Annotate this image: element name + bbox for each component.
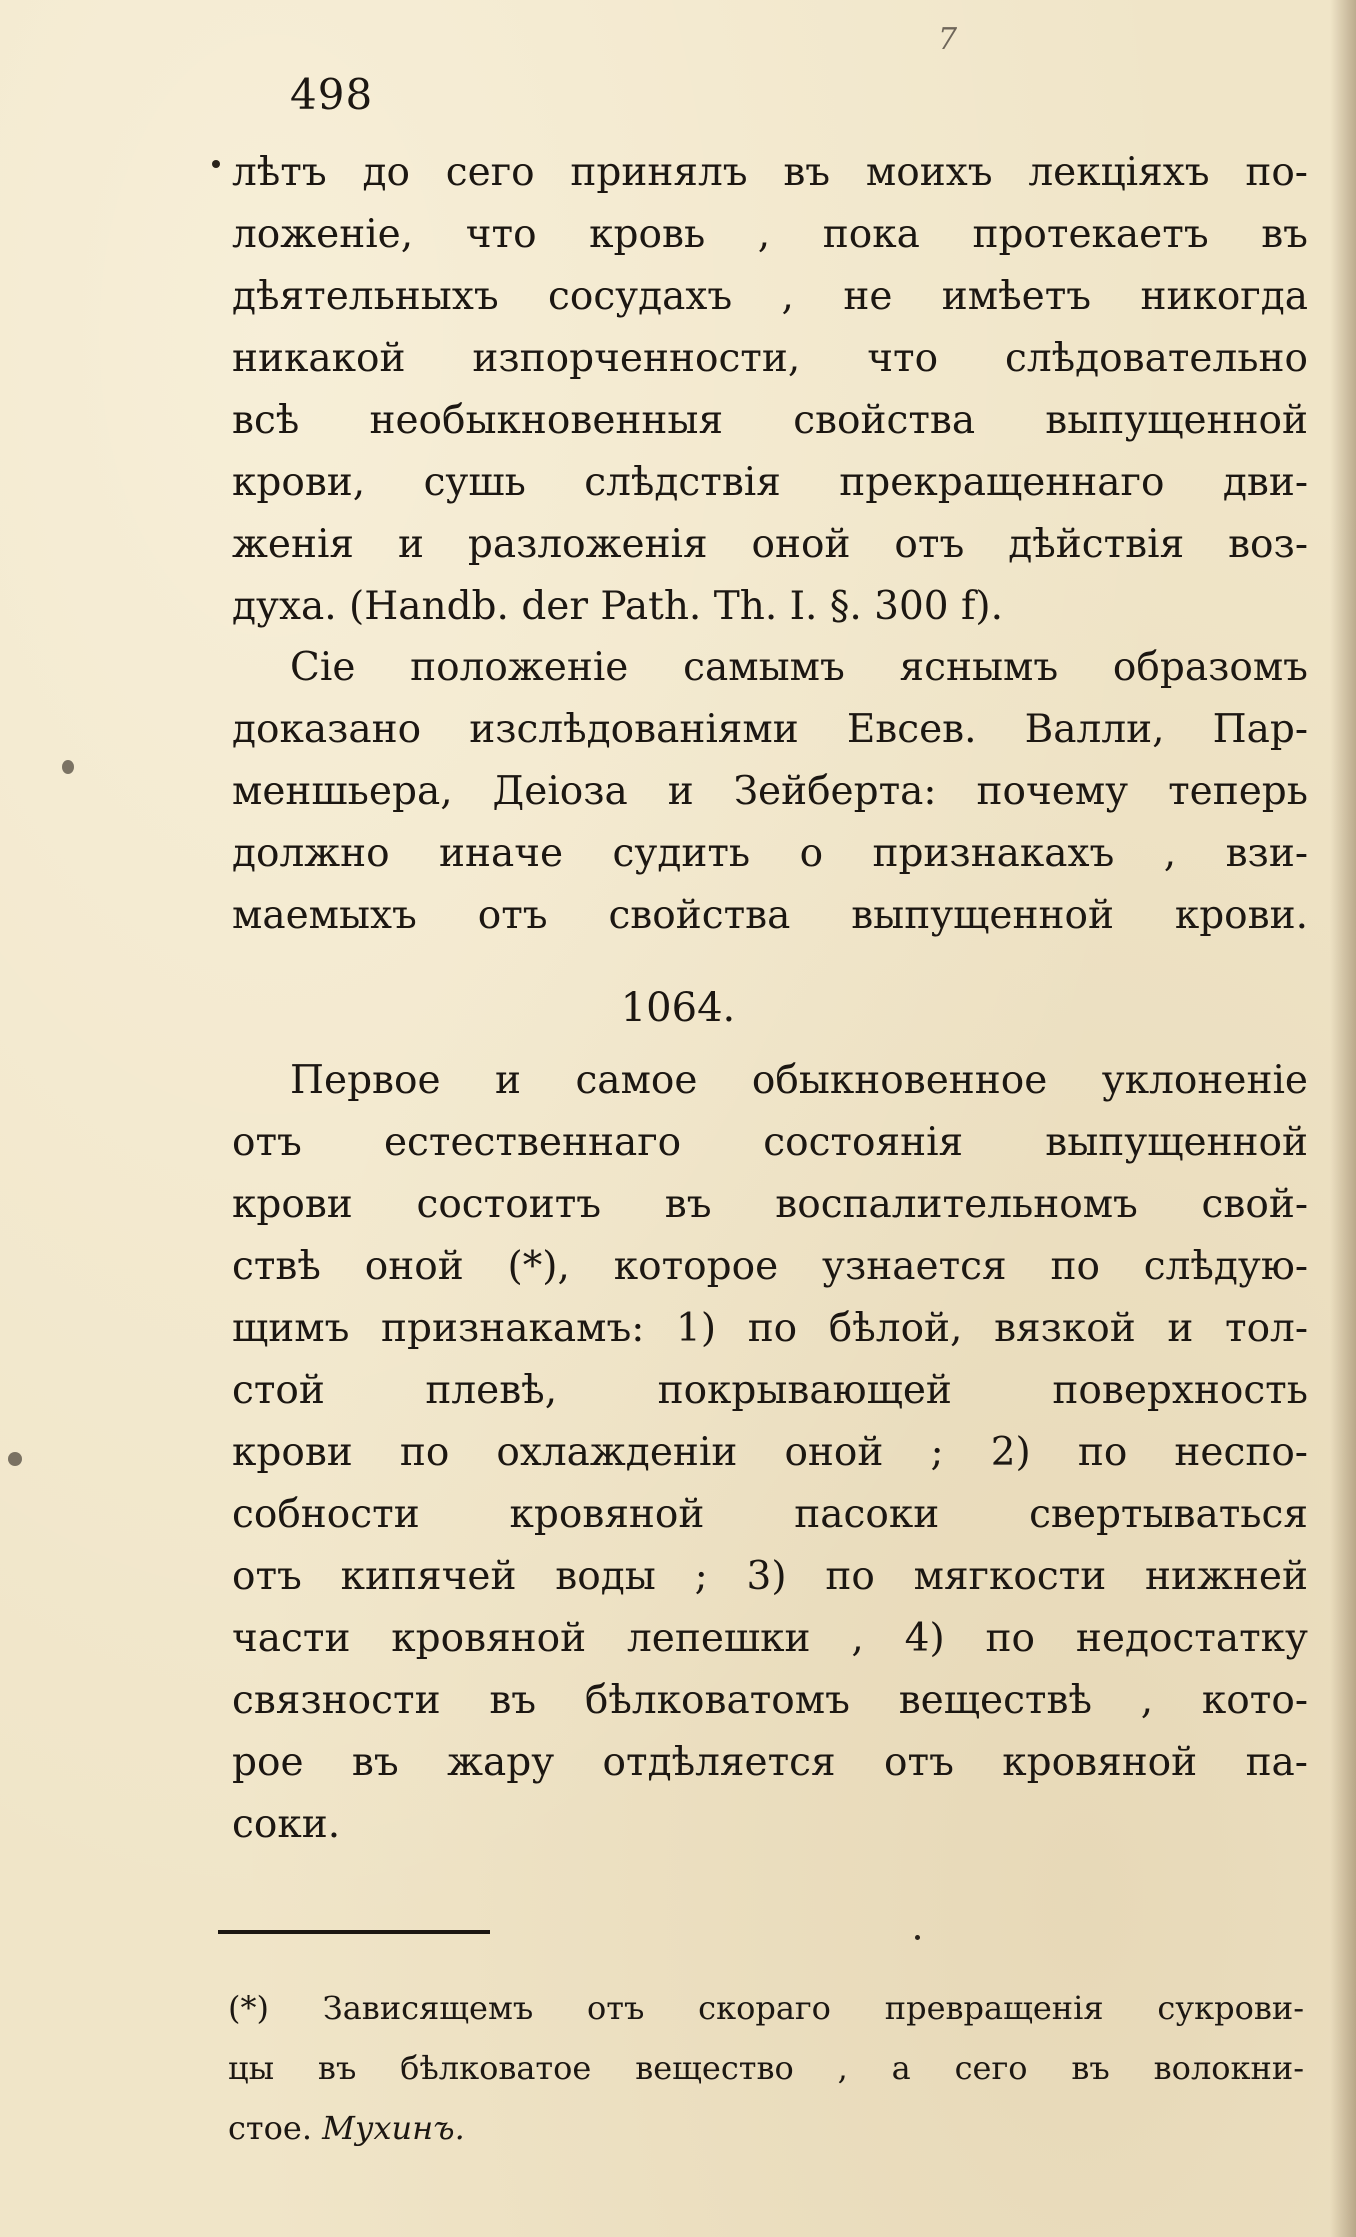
- paragraph-2: [232, 637, 1308, 947]
- text-line: должно иначе судить о признакахъ , взи-: [232, 831, 1308, 876]
- text-line: ложеніе, что кровь , пока протекаетъ въ: [232, 212, 1308, 257]
- footnote-rule: [218, 1930, 490, 1934]
- pencil-mark: 7: [938, 22, 958, 57]
- text-line: крови, сушь слѣдствія прекращеннаго дви-: [232, 460, 1308, 505]
- text-line: отъ естественнаго состоянія выпущенной: [232, 1120, 1308, 1165]
- text-line: никакой изпорченности, что слѣдовательно: [232, 336, 1308, 381]
- text-line: духа. (Handb. der Path. Th. I. §. 300 f).: [232, 584, 1004, 629]
- text-line: доказано изслѣдованіями Евсев. Валли, Пар-: [232, 707, 1308, 752]
- ink-speck: [212, 160, 220, 168]
- text-line: ствѣ оной (*), которое узнается по слѣдую-: [232, 1244, 1308, 1289]
- page-number: 498: [290, 70, 374, 119]
- ink-speck: [915, 1935, 920, 1940]
- footnote-line: цы въ бѣлковатое вещество , а сего въ волокни-: [228, 2049, 1304, 2087]
- text-line: меншьера, Деіоза и Зейберта: почему теперь: [232, 769, 1308, 814]
- text-line: лѣтъ до сего принялъ въ моихъ лекціяхъ по-: [232, 150, 1308, 195]
- text-line: стой плевѣ, покрывающей поверхность: [232, 1368, 1308, 1413]
- footnote: [228, 1978, 1304, 2158]
- text-line: соки.: [232, 1802, 341, 1847]
- text-line: части кровяной лепешки , 4) по недостатку: [232, 1616, 1308, 1661]
- text-line: собности кровяной пасоки свертываться: [232, 1492, 1308, 1537]
- text-line: женія и разложенія оной отъ дѣйствія воз-: [232, 522, 1308, 567]
- text-line: крови по охлажденіи оной ; 2) по неспо-: [232, 1430, 1308, 1475]
- section-number: 1064.: [620, 985, 736, 1031]
- ink-speck: [62, 760, 74, 774]
- text-line: дѣятельныхъ сосудахъ , не имѣетъ никогда: [232, 274, 1308, 319]
- page-gutter-shadow: [1330, 0, 1356, 2237]
- text-line: Сіе положеніе самымъ яснымъ образомъ: [290, 645, 1308, 690]
- ink-speck: [8, 1452, 22, 1466]
- footnote-line: (*) Зависящемъ отъ скораго превращенія сукрови-: [228, 1989, 1304, 2027]
- paragraph-1: [232, 142, 1308, 638]
- text-line: маемыхъ отъ свойства выпущенной крови.: [232, 893, 1308, 938]
- footnote-line: [228, 2098, 1304, 2158]
- text-line: щимъ признакамъ: 1) по бѣлой, вязкой и тол-: [232, 1306, 1308, 1351]
- text-line: всѣ необыкновенныя свойства выпущенной: [232, 398, 1308, 443]
- text-line: связности въ бѣлковатомъ веществѣ , кото-: [232, 1678, 1308, 1723]
- text-line: рое въ жару отдѣляется отъ кровяной па-: [232, 1740, 1308, 1785]
- footnote-author: Мухинъ.: [322, 2109, 465, 2147]
- text-line: Первое и самое обыкновенное уклоненіе: [290, 1058, 1308, 1103]
- footnote-line-prefix: стое.: [228, 2109, 323, 2147]
- text-line: отъ кипячей воды ; 3) по мягкости нижней: [232, 1554, 1308, 1599]
- text-line: крови состоитъ въ воспалительномъ свой-: [232, 1182, 1308, 1227]
- section-paragraph: [232, 1050, 1308, 1856]
